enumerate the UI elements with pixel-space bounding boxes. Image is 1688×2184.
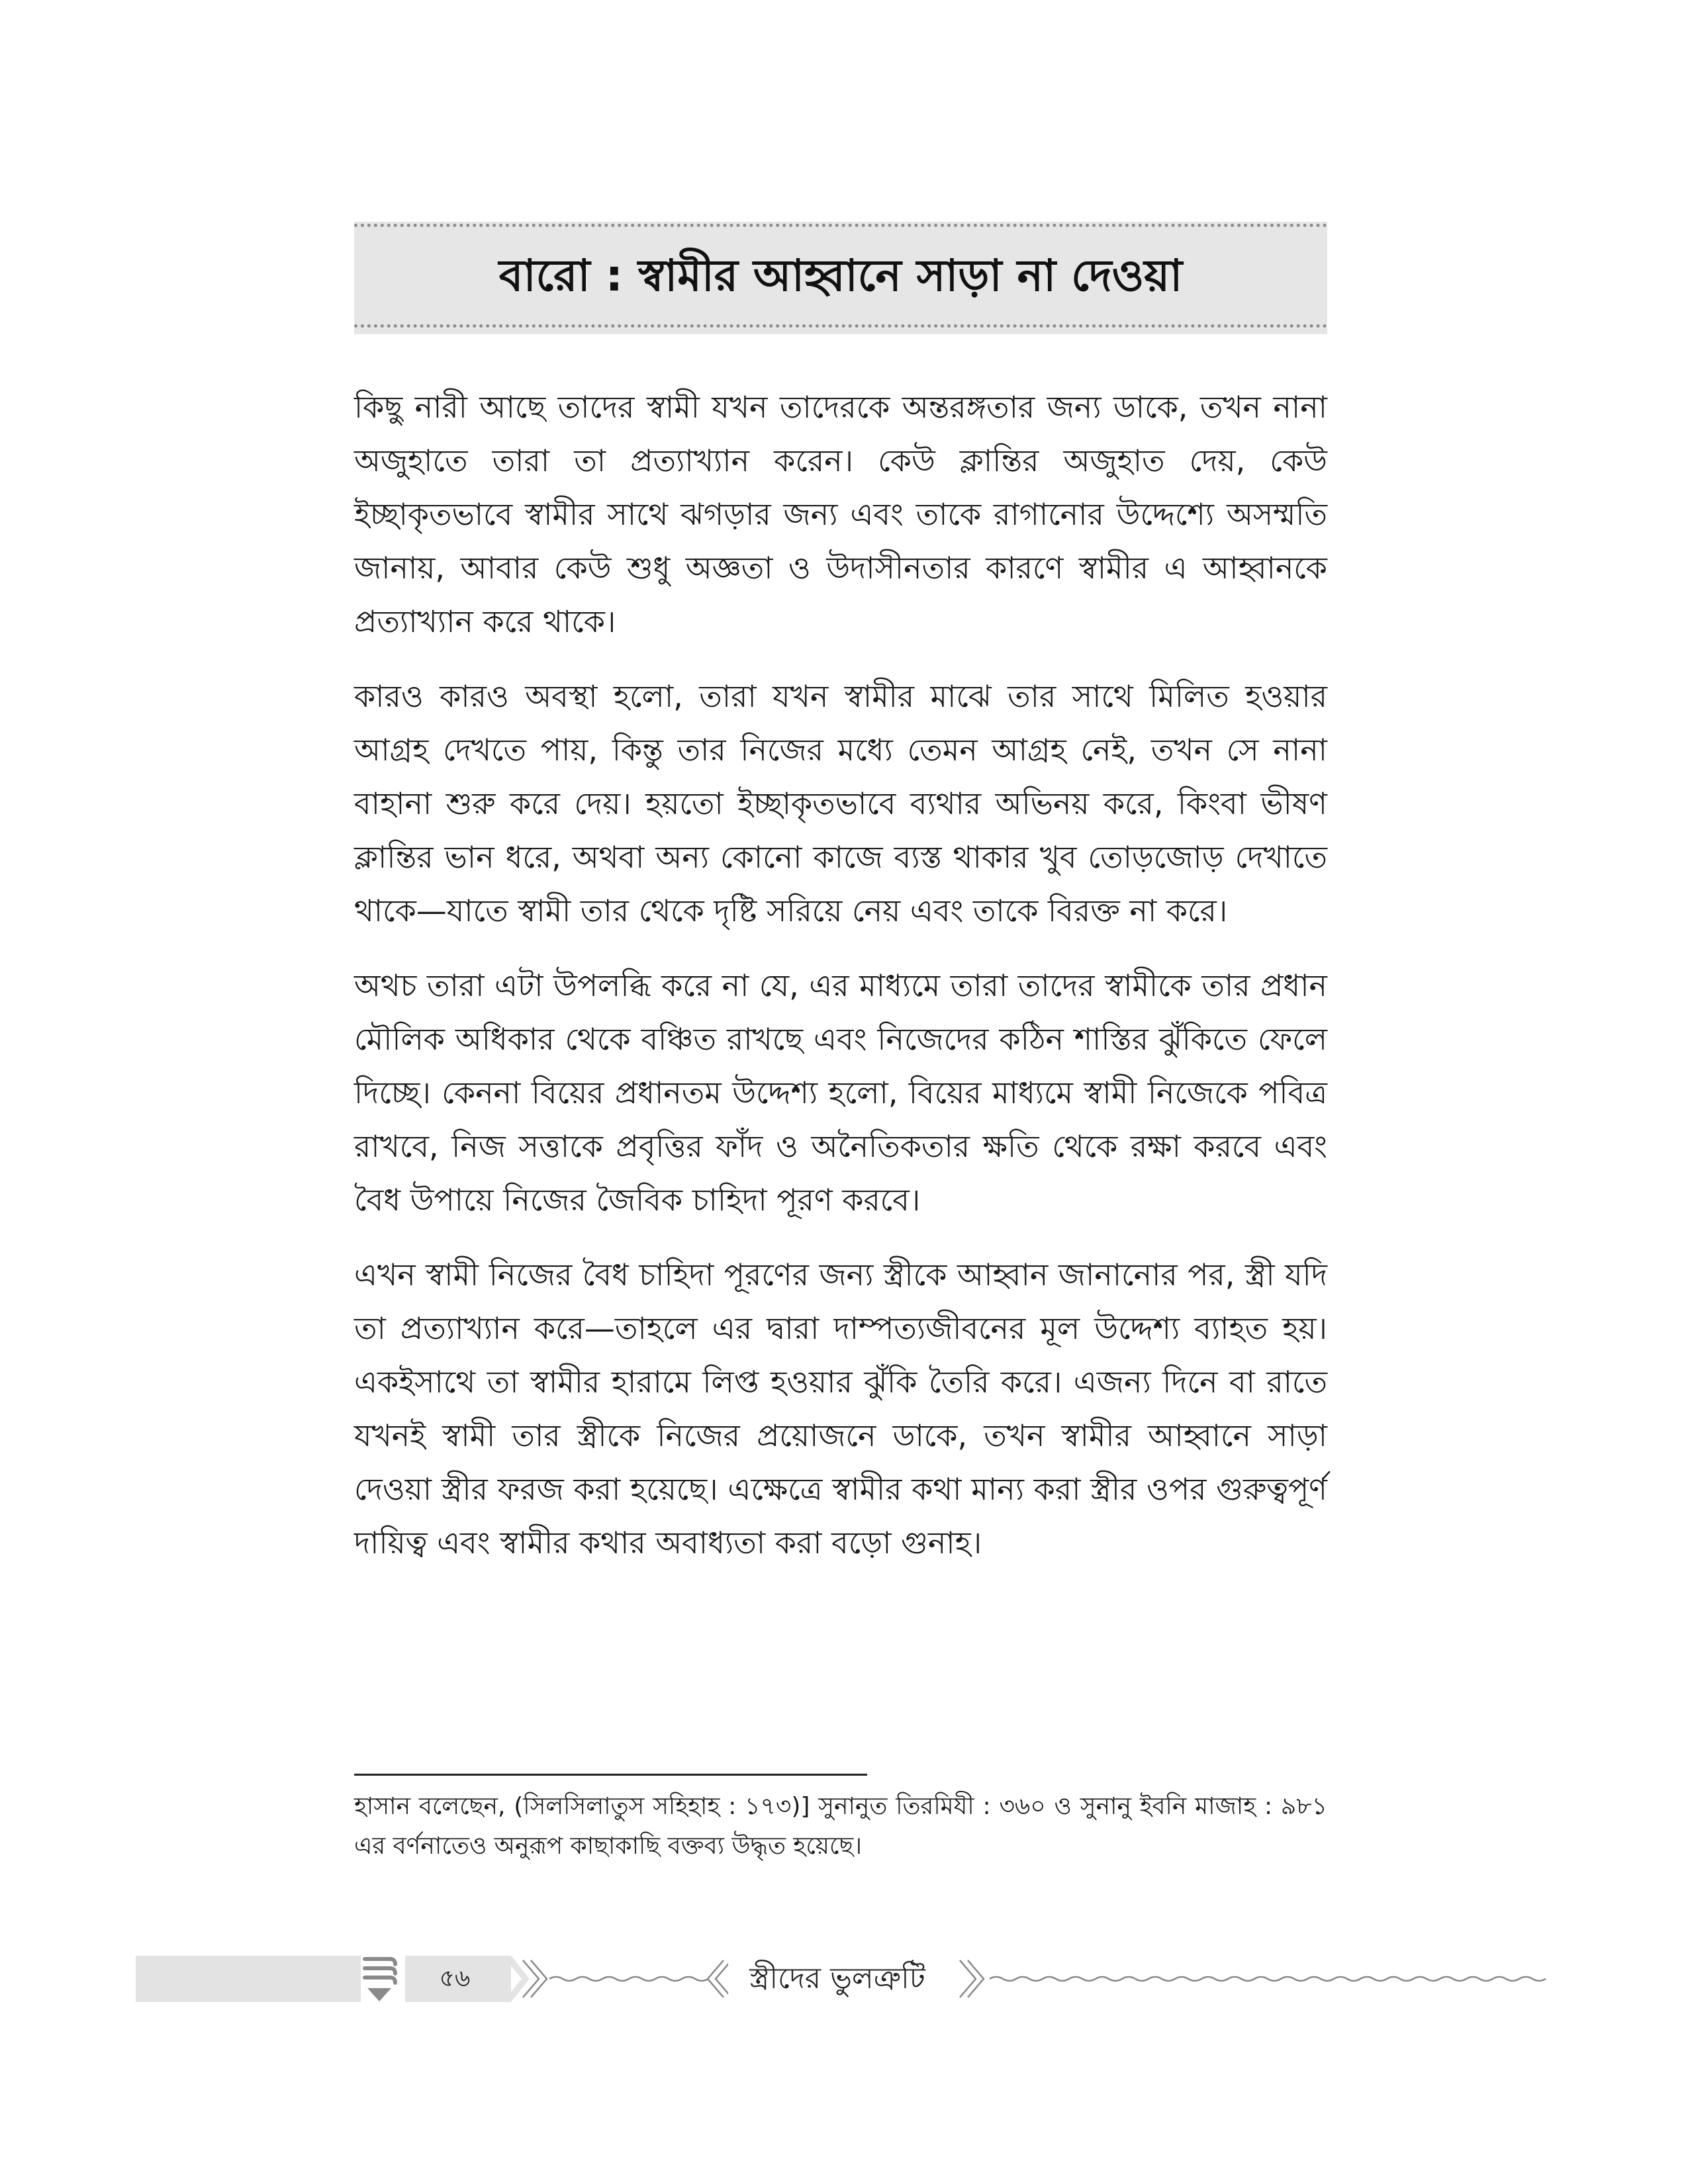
paragraph: কিছু নারী আছে তাদের স্বামী যখন তাদেরকে অন্তরঙ্গতার জন্য ডাকে, তখন নানা অজুহাতে তারা তা প্রত্যাখ্যান করেন। কেউ ক্লান্তির অজুহাত দেয়, কেউ ইচ্ছাকৃতভাবে স্বামীর সাথে ঝগড়ার জন্য এবং তাকে রাগানোর উদ্দেশ্যে অসম্মতি জানায়, আবার কেউ শুধু অজ্ঞতা ও উদাসীনতার কারণে স্বামীর এ আহ্বানকে প্রত্যাখ্যান করে থাকে।: [354, 389, 1327, 639]
paragraph: এখন স্বামী নিজের বৈধ চাহিদা পূরণের জন্য স্ত্রীকে আহ্বান জানানোর পর, স্ত্রী যদি তা প্রত্যাখ্যান করে—তাহলে এর দ্বারা দাম্পত্যজীবনের মূল উদ্দেশ্য ব্যাহত হয়। একইসাথে তা স্বামীর হারামে লিপ্ত হওয়ার ঝুঁকি তৈরি করে। এজন্য দিনে বা রাতে যখনই স্বামী তার স্ত্রীকে নিজের প্রয়োজনে ডাকে, তখন স্বামীর আহ্বানে সাড়া দেওয়া স্ত্রীর ফরজ করা হয়েছে। এক্ষেত্রে স্বামীর কথা মান্য করা স্ত্রীর ওপর গুরুত্বপূর্ণ দায়িত্ব এবং স্বামীর কথার অবাধ্যতা করা বড়ো গুনাহ।: [354, 1257, 1327, 1561]
paragraph: কারও কারও অবস্থা হলো, তারা যখন স্বামীর মাঝে তার সাথে মিলিত হওয়ার আগ্রহ দেখতে পায়, কিন্তু তার নিজের মধ্যে তেমন আগ্রহ নেই, তখন সে নানা বাহানা শুরু করে দেয়। হয়তো ইচ্ছাকৃতভাবে ব্যথার অভিনয় করে, কিংবা ভীষণ ক্লান্তির ভান ধরে, অথবা অন্য কোনো কাজে ব্যস্ত থাকার খুব তোড়জোড় দেখাতে থাকে—যাতে স্বামী তার থেকে দৃষ্টি সরিয়ে নেয় এবং তাকে বিরক্ত না করে।: [354, 678, 1327, 929]
heading-top-dotted-rule: [354, 224, 1327, 227]
paragraph: অথচ তারা এটা উপলব্ধি করে না যে, এর মাধ্যমে তারা তাদের স্বামীকে তার প্রধান মৌলিক অধিকার থেকে বঞ্চিত রাখছে এবং নিজেদের কঠিন শাস্তির ঝুঁকিতে ফেলে দিচ্ছে। কেননা বিয়ের প্রধানতম উদ্দেশ্য হলো, বিয়ের মাধ্যমে স্বামী নিজেকে পবিত্র রাখবে, নিজ সত্তাকে প্রবৃত্তির ফাঁদ ও অনৈতিকতার ক্ষতি থেকে রক্ষা করবে এবং বৈধ উপায়ে নিজের জৈবিক চাহিদা পূরণ করবে।: [354, 968, 1327, 1218]
page-number: ৫৬: [439, 1965, 471, 1992]
body-text: [354, 381, 1327, 1591]
page-title: বারো : স্বামীর আহ্বানে সাড়া না দেওয়া: [498, 250, 1183, 301]
heading-bottom-dotted-rule: [354, 324, 1327, 328]
footer-band: [136, 1956, 361, 2002]
book-icon: [361, 1954, 398, 2004]
footnote: হাসান বলেছেন, (সিলসিলাতুস সহিহাহ : ১৭৩)] সুনানুত তিরমিযী : ৩৬০ ও সুনানু ইবনি মাজাহ : ৯৮১ এর বর্ণনাতেও অনুরূপ কাছাকাছি বক্তব্য উদ্ধৃত হয়েছে।: [354, 1793, 1327, 1860]
footer-ornament: [503, 1952, 1549, 2005]
footnote-rule: [354, 1774, 867, 1776]
running-title: স্ত্রীদের ভুলত্রুটি: [728, 1956, 947, 2002]
